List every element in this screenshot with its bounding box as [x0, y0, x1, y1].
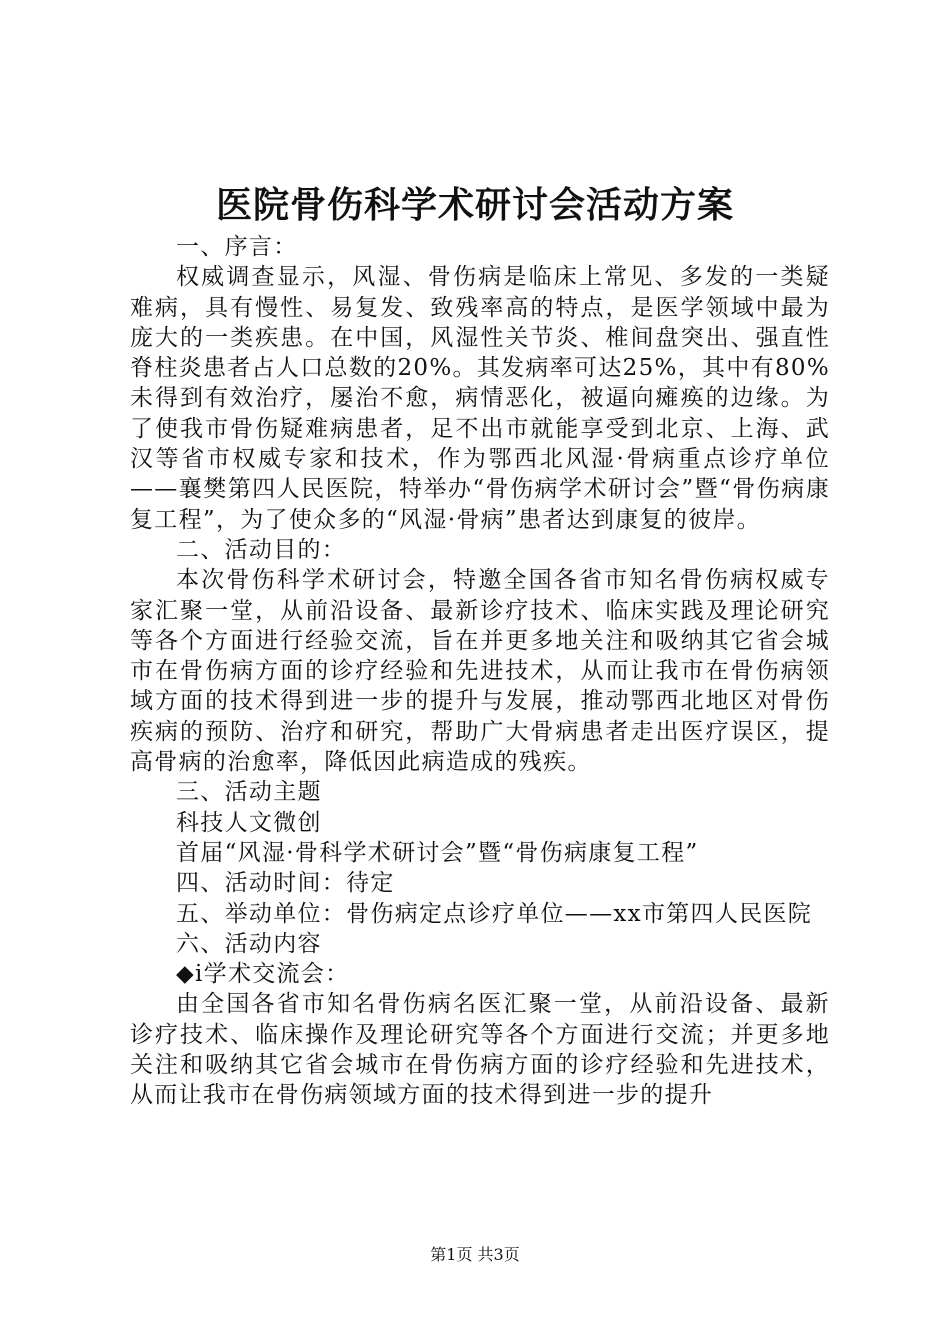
paragraph-academic-exchange: 由全国各省市知名骨伤病名医汇聚一堂，从前沿设备、最新诊疗技术、临床操作及理论研究等各个方面进行交流；并更多地关注和吸纳其它省会城市在骨伤病方面的诊疗经验和先进技术，从而让我市在骨伤病领域方面的技术得到进一步的提升: [130, 991, 830, 1109]
paragraph-preface: 权威调查显示，风湿、骨伤病是临床上常见、多发的一类疑难病，具有慢性、易复发、致残率高的特点，是医学领域中最为庞大的一类疾患。在中国，风湿性关节炎、椎间盘突出、强直性脊柱炎患者占人口总数的20%。其发病率可达25%，其中有80%未得到有效治疗，屡治不愈，病情恶化，被逼向瘫痪的边缘。为了使我市骨伤疑难病患者，足不出市就能享受到北京、上海、武汉等省市权威专家和技术，作为鄂西北风湿·骨病重点诊疗单位——襄樊第四人民医院，特举办“骨伤病学术研讨会”暨“骨伤病康复工程”，为了使众多的“风湿·骨病”患者达到康复的彼岸。: [130, 264, 830, 533]
subheading-academic-exchange: ◆i学术交流会：: [176, 961, 350, 988]
section-heading-preface: 一、序言：: [176, 234, 298, 260]
paragraph-purpose: 本次骨伤科学术研讨会，特邀全国各省市知名骨伤病权威专家汇聚一堂，从前沿设备、最新诊疗技术、临床实践及理论研究等各个方面进行经验交流，旨在并更多地关注和吸纳其它省会城市在骨伤病方面的诊疗经验和先进技术，从而让我市在骨伤病领域方面的技术得到进一步的提升与发展，推动鄂西北地区对骨伤疾病的预防、治疗和研究，帮助广大骨病患者走出医疗误区，提高骨病的治愈率，降低因此病造成的残疾。: [130, 567, 830, 776]
theme-line-2: 首届“风湿·骨科学术研讨会”暨“骨伤病康复工程”: [176, 839, 699, 866]
section-heading-content: 六、活动内容: [176, 930, 322, 957]
document-body: [130, 232, 830, 1111]
section-heading-purpose: 二、活动目的：: [176, 536, 347, 563]
document-title: 医院骨伤科学术研讨会活动方案: [215, 184, 734, 226]
section-heading-time: 四、活动时间：待定: [176, 870, 395, 897]
section-heading-theme: 三、活动主题: [176, 779, 322, 806]
theme-line-1: 科技人文微创: [176, 809, 322, 836]
page-number-footer: 第1页 共3页: [430, 1245, 520, 1264]
section-heading-organizer: 五、举动单位：骨伤病定点诊疗单位——xx市第四人民医院: [176, 900, 813, 927]
